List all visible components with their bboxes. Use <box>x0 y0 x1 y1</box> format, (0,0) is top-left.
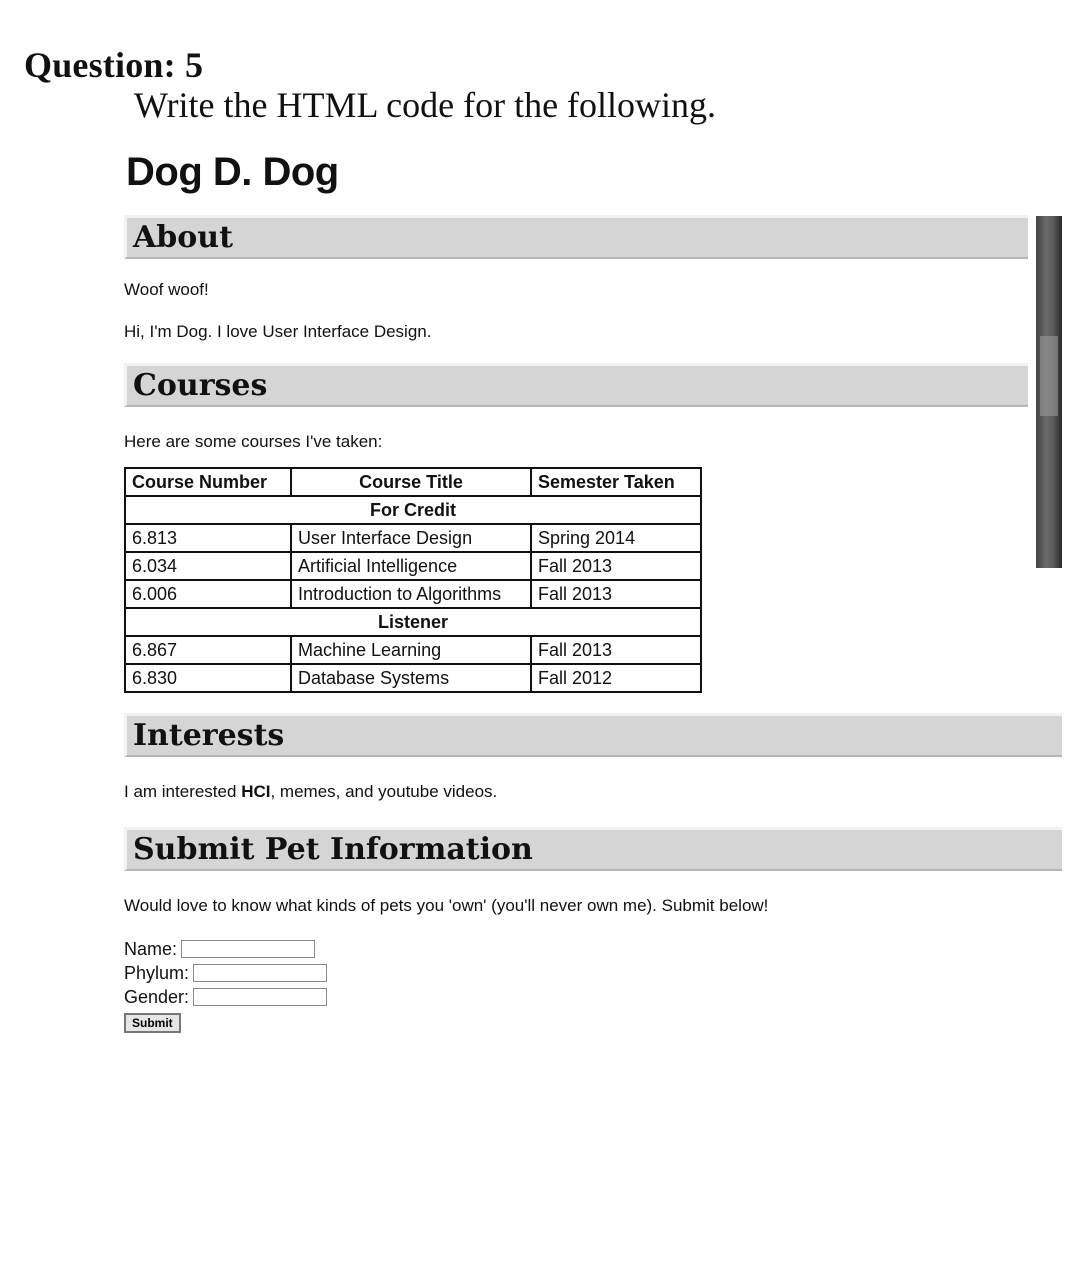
question-title: Question: 5 <box>24 45 204 85</box>
pet-form <box>124 937 1064 1033</box>
question-prompt: Write the HTML code for the following. <box>134 85 717 125</box>
form-row-gender <box>124 985 1064 1009</box>
submit-button[interactable]: Submit <box>124 1013 181 1033</box>
course-title: Database Systems <box>291 664 531 692</box>
courses-intro: Here are some courses I've taken: <box>124 432 383 451</box>
about-heading: About <box>124 215 1028 259</box>
gender-label: Gender: <box>124 986 190 1007</box>
group-label: Listener <box>125 608 701 636</box>
form-row-phylum <box>124 961 1064 985</box>
course-number: 6.867 <box>125 636 291 664</box>
name-label: Name: <box>124 938 178 959</box>
course-title: User Interface Design <box>291 524 531 552</box>
table-row <box>125 580 701 608</box>
phylum-input[interactable] <box>193 964 327 982</box>
webpage-content <box>124 150 1064 1033</box>
semester-taken: Fall 2013 <box>531 636 701 664</box>
semester-taken: Fall 2013 <box>531 552 701 580</box>
courses-heading: Courses <box>124 363 1028 407</box>
name-input[interactable] <box>181 940 315 958</box>
interests-text <box>124 781 1064 803</box>
submit-intro: Would love to know what kinds of pets you 'own' (you'll never own me). Submit below! <box>124 896 769 915</box>
table-row <box>125 552 701 580</box>
about-line-1: Woof woof! <box>124 280 209 299</box>
course-number: 6.813 <box>125 524 291 552</box>
table-row <box>125 664 701 692</box>
semester-taken: Spring 2014 <box>531 524 701 552</box>
group-row-for-credit <box>125 496 701 524</box>
table-row <box>125 636 701 664</box>
course-number: 6.830 <box>125 664 291 692</box>
semester-taken: Fall 2013 <box>531 580 701 608</box>
interests-suffix: , memes, and youtube videos. <box>270 782 498 801</box>
course-title: Introduction to Algorithms <box>291 580 531 608</box>
table-row <box>125 524 701 552</box>
interests-heading: Interests <box>124 713 1062 757</box>
course-number: 6.034 <box>125 552 291 580</box>
courses-table <box>124 467 702 693</box>
group-label: For Credit <box>125 496 701 524</box>
gender-input[interactable] <box>193 988 327 1006</box>
interests-hci: HCI <box>241 782 271 801</box>
phylum-label: Phylum: <box>124 962 190 983</box>
course-number: 6.006 <box>125 580 291 608</box>
header-semester-taken: Semester Taken <box>531 468 701 496</box>
submit-heading: Submit Pet Information <box>124 827 1062 871</box>
header-course-number: Course Number <box>125 468 291 496</box>
about-line-2: Hi, I'm Dog. I love User Interface Design. <box>124 322 432 341</box>
form-row-name <box>124 937 1064 961</box>
header-course-title: Course Title <box>291 468 531 496</box>
table-header-row <box>125 468 701 496</box>
group-row-listener <box>125 608 701 636</box>
course-title: Machine Learning <box>291 636 531 664</box>
interests-prefix: I am interested <box>124 782 237 801</box>
page-name-heading: Dog D. Dog <box>126 150 339 194</box>
course-title: Artificial Intelligence <box>291 552 531 580</box>
semester-taken: Fall 2012 <box>531 664 701 692</box>
